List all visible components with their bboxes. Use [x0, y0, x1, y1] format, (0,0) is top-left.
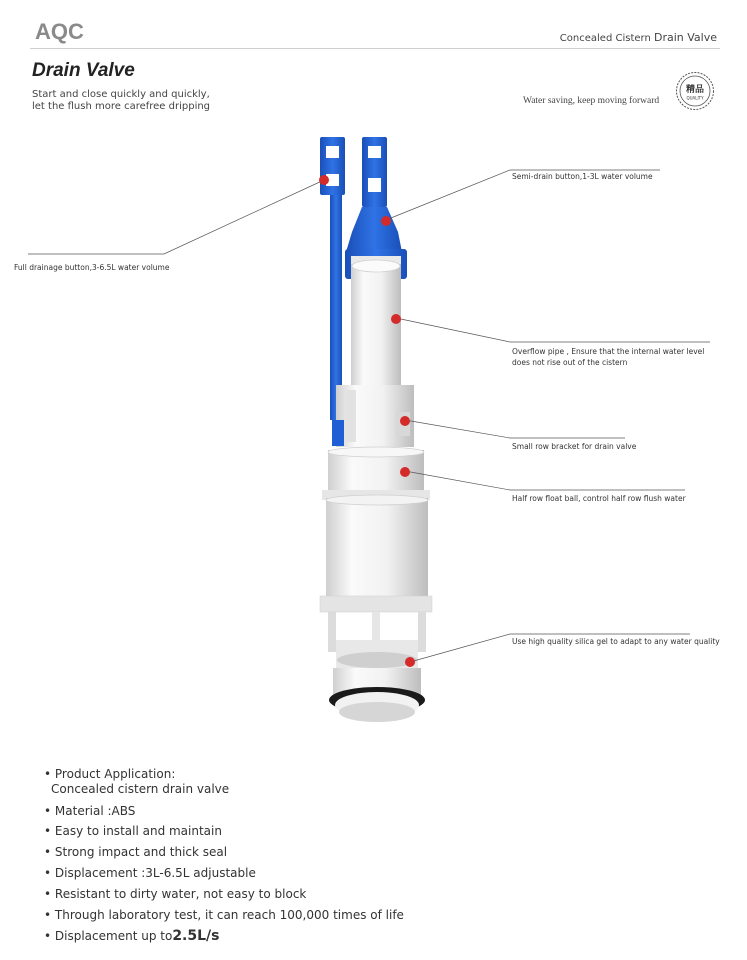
feature-impact-text: Strong impact and thick seal	[54, 845, 228, 859]
feature-displacement-up	[44, 928, 219, 944]
feature-displacement-adjustable-text: Displacement :3L-6.5L adjustable	[54, 866, 256, 880]
slogan: Water saving, keep moving forward	[523, 96, 660, 106]
feature-install	[44, 824, 222, 838]
page-title: Drain Valve	[32, 60, 135, 81]
float-ball	[322, 447, 430, 500]
callout-full-drain: Full drainage button,3-6.5L water volume	[14, 263, 170, 272]
subtitle-line-1: Start and close quickly and quickly,	[32, 89, 210, 100]
feature-resistant	[44, 887, 306, 901]
small-row-bracket	[332, 385, 414, 447]
callout-silica: Use high quality silica gel to adapt to any water quality	[512, 637, 720, 646]
feature-displacement-adjustable	[44, 866, 256, 880]
header-sub-big: Drain Valve	[653, 31, 717, 44]
callout-float-ball: Half row float ball, control half row flush water	[512, 494, 686, 503]
valve-body	[320, 495, 432, 670]
header-sub-small: Concealed Cistern	[559, 33, 651, 44]
bullet-icon: •	[44, 887, 55, 901]
feature-application-line-2: Concealed cistern drain valve	[51, 782, 230, 796]
callout-bracket: Small row bracket for drain valve	[512, 442, 637, 451]
bullet-icon: •	[44, 866, 55, 880]
feature-material	[44, 804, 135, 818]
bullet-icon: •	[44, 845, 55, 859]
feature-lab-test-text: Through laboratory test, it can reach 100,000 times of life	[54, 908, 404, 922]
feature-application-line-1: Product Application:	[54, 767, 176, 781]
callout-overflow-line-1: Overflow pipe , Ensure that the internal water level	[512, 347, 705, 356]
bullet-icon: •	[44, 908, 55, 922]
feature-resistant-text: Resistant to dirty water, not easy to block	[54, 887, 307, 901]
callout-semi-drain: Semi-drain button,1-3L water volume	[512, 172, 653, 181]
feature-material-text: Material :ABS	[54, 804, 136, 818]
bullet-icon: •	[44, 929, 55, 943]
overflow-pipe	[351, 264, 401, 394]
subtitle-line-2: let the flush more carefree dripping	[32, 101, 211, 112]
bullet-icon: •	[44, 804, 55, 818]
silica-gel-seal	[329, 668, 425, 722]
callout-overflow	[512, 346, 704, 368]
feature-displacement-up-value: 2.5L/s	[172, 928, 220, 944]
semi-drain-lever	[345, 137, 407, 279]
feature-install-text: Easy to install and maintain	[54, 824, 222, 838]
feature-application	[44, 767, 175, 781]
bullet-icon: •	[44, 767, 55, 781]
feature-lab-test	[44, 908, 404, 922]
feature-impact	[44, 845, 227, 859]
badge-bottom-text: QUALITY	[686, 95, 704, 101]
logo-text: AQC	[35, 19, 84, 44]
callout-overflow-line-2: does not rise out of the cistern	[512, 358, 628, 367]
badge-top-text: 精品	[685, 85, 705, 95]
bullet-icon: •	[44, 824, 55, 838]
feature-displacement-up-prefix: Displacement up to	[54, 929, 173, 943]
